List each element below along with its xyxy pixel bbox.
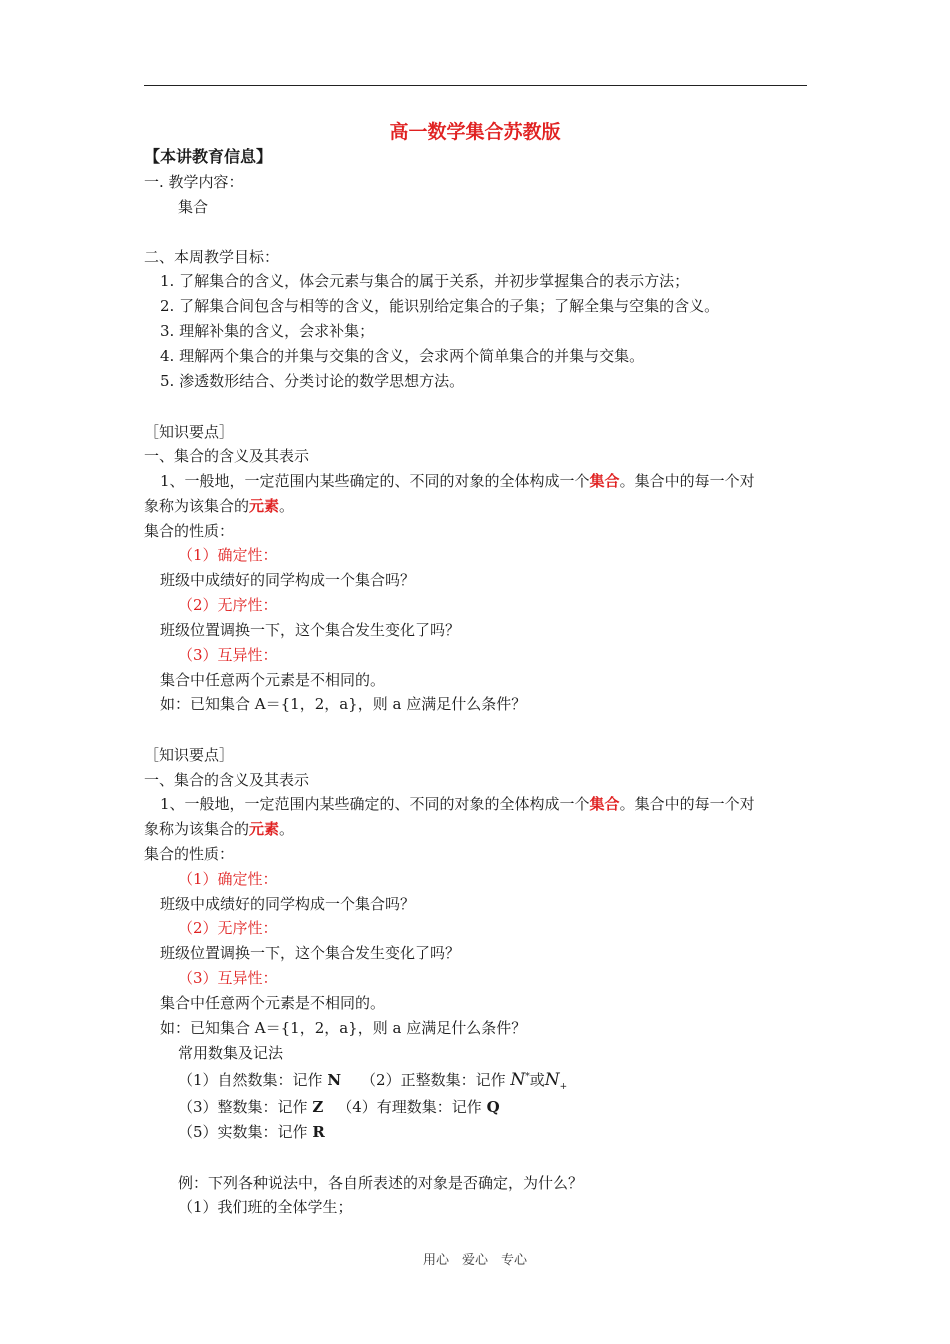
properties-heading: 集合的性质： [144, 522, 235, 540]
goals-heading: 二、本周教学目标： [144, 248, 280, 266]
definition-line: 象称为该集合的元素。 [144, 820, 295, 838]
definition-line: 象称为该集合的元素。 [144, 497, 295, 515]
definition-line: 1、一般地，一定范围内某些确定的、不同的对象的全体构成一个集合。集合中的每一个对 [160, 795, 755, 813]
property-unordered: （2）无序性： [178, 596, 278, 614]
term-element: 元素 [249, 497, 280, 515]
term-set: 集合 [589, 472, 620, 490]
properties-heading: 集合的性质： [144, 845, 235, 863]
knowledge-points-label: ［知识要点］ [144, 746, 235, 764]
number-sets-heading: 常用数集及记法 [178, 1044, 284, 1062]
number-set-row: （3）整数集：记作 Z （4）有理数集：记作 Q [178, 1098, 500, 1116]
property-definiteness: （1）确定性： [178, 546, 278, 564]
number-set-row: （1）自然数集：记作 N （2）正整数集：记作 N*或$N_+$ [178, 1070, 568, 1092]
statement-line: 集合中任意两个元素是不相同的。 [160, 671, 386, 689]
term-element: 元素 [249, 820, 280, 838]
page-footer: 用心 爱心 专心 [422, 1253, 527, 1268]
goal-item: 3. 理解补集的含义，会求补集； [160, 322, 375, 340]
example-prompt: 例：下列各种说法中，各自所表述的对象是否确定，为什么？ [178, 1174, 584, 1192]
number-set-row: （5）实数集：记作 R [178, 1123, 325, 1141]
question-line: 班级位置调换一下，这个集合发生变化了吗？ [160, 621, 461, 639]
content-heading: 一. 教学内容： [144, 173, 244, 191]
example-question: 如：已知集合 A＝{1，2，a}，则 a 应满足什么条件？ [160, 1019, 527, 1037]
property-definiteness: （1）确定性： [178, 870, 278, 888]
knowledge-heading: 一、集合的含义及其表示 [144, 447, 310, 465]
goal-item: 4. 理解两个集合的并集与交集的含义，会求两个简单集合的并集与交集。 [160, 347, 645, 365]
section-header: 【本讲教育信息】 [144, 147, 273, 166]
question-line: 班级中成绩好的同学构成一个集合吗？ [160, 571, 416, 589]
example-question: 如：已知集合 A＝{1，2，a}，则 a 应满足什么条件？ [160, 695, 527, 713]
goal-item: 2. 了解集合间包含与相等的含义，能识别给定集合的子集；了解全集与空集的含义。 [160, 297, 720, 315]
knowledge-points-label: ［知识要点］ [144, 423, 235, 441]
property-unordered: （2）无序性： [178, 919, 278, 937]
definition-line: 1、一般地，一定范围内某些确定的、不同的对象的全体构成一个集合。集合中的每一个对 [160, 472, 755, 490]
content-body: 集合 [178, 198, 209, 216]
property-distinctness: （3）互异性： [178, 646, 278, 664]
term-set: 集合 [589, 795, 620, 813]
document-title: 高一数学集合苏教版 [389, 121, 561, 143]
property-distinctness: （3）互异性： [178, 969, 278, 987]
goal-item: 1. 了解集合的含义，体会元素与集合的属于关系，并初步掌握集合的表示方法； [160, 272, 690, 290]
question-line: 班级中成绩好的同学构成一个集合吗？ [160, 895, 416, 913]
question-line: 班级位置调换一下，这个集合发生变化了吗？ [160, 944, 461, 962]
goal-item: 5. 渗透数形结合、分类讨论的数学思想方法。 [160, 372, 465, 390]
example-item: （1）我们班的全体学生； [178, 1198, 353, 1216]
header-rule [144, 85, 807, 86]
statement-line: 集合中任意两个元素是不相同的。 [160, 994, 386, 1012]
knowledge-heading: 一、集合的含义及其表示 [144, 771, 310, 789]
